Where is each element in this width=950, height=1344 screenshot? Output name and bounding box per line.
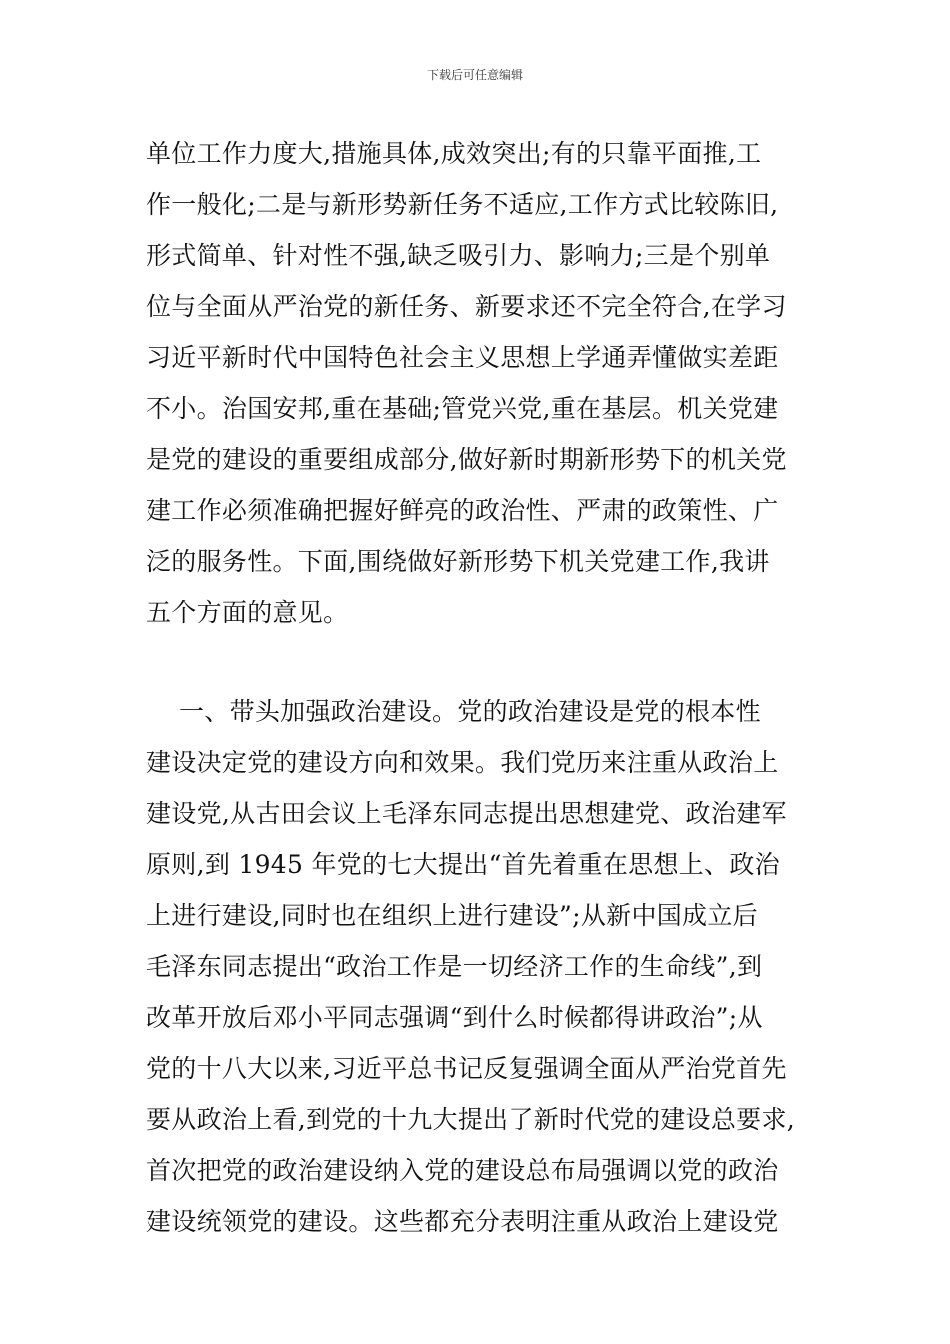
text-line: 建设统领党的建设。这些都充分表明注重从政治上建设党 [146,1207,779,1236]
paragraph-2 [146,686,816,1247]
text-line: 习近平新时代中国特色社会主义思想上学通弄懂做实差距 [146,343,779,372]
text-line: 毛泽东同志提出“政治工作是一切经济工作的生命线”,到 [146,952,763,981]
page-header: 下载后可任意编辑 [426,68,523,82]
text-line: 单位工作力度大,措施具体,成效突出;有的只靠平面推,工 [146,139,762,168]
text-line: 改革开放后邓小平同志强调“到什么时候都得讲政治”;从 [146,1003,763,1032]
text-line: 不小。治国安邦,重在基础;管党兴党,重在基层。机关党建 [146,394,779,423]
text-line: 建设党,从古田会议上毛泽东同志提出思想建党、政治建军 [146,799,787,828]
text-line: 党的十八大以来,习近平总书记反复强调全面从严治党首先 [146,1054,787,1083]
paragraph-1 [146,128,816,638]
text-line: 原则,到 1945 年党的七大提出“首先着重在思想上、政治 [146,850,780,879]
text-line: 建设决定党的建设方向和效果。我们党历来注重从政治上 [146,748,779,777]
text-line: 首次把党的政治建设纳入党的建设总布局强调以党的政治 [146,1156,779,1185]
text-line: 五个方面的意见。 [146,598,349,627]
text-line: 作一般化;二是与新形势新任务不适应,工作方式比较陈旧, [146,190,779,219]
text-line: 一、带头加强政治建设。党的政治建设是党的根本性 [146,697,761,726]
text-line: 泛的服务性。下面,围绕做好新形势下机关党建工作,我讲 [146,547,770,576]
text-line: 建工作必须准确把握好鲜亮的政治性、严肃的政策性、广 [146,496,779,525]
document-body [146,128,816,1247]
paragraph-gap [146,638,816,686]
text-line: 位与全面从严治党的新任务、新要求还不完全符合,在学习 [146,292,787,321]
text-line: 上进行建设,同时也在组织上进行建设”;从新中国成立后 [146,901,758,930]
text-line: 是党的建设的重要组成部分,做好新时期新形势下的机关党 [146,445,787,474]
text-line: 形式简单、针对性不强,缺乏吸引力、影响力;三是个别单 [146,241,771,270]
text-line: 要从政治上看,到党的十九大提出了新时代党的建设总要求, [146,1105,795,1134]
